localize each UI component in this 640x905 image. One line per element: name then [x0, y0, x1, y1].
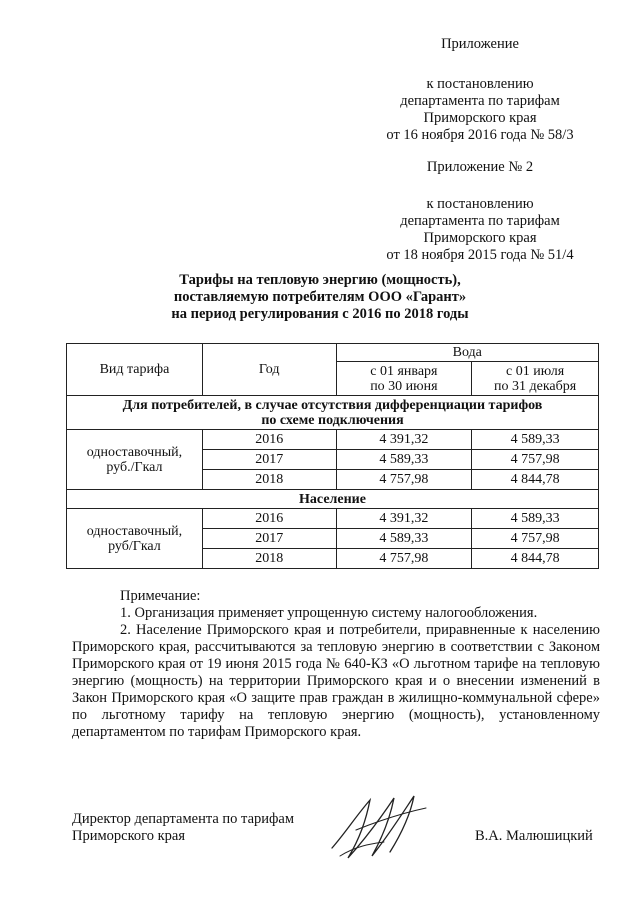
value-cell: 4 589,33 — [336, 529, 472, 549]
section-row-population — [67, 490, 599, 509]
position-line: Директор департамента по тарифам — [72, 811, 295, 827]
header-period-1 — [336, 362, 472, 396]
period-line: с 01 января — [370, 363, 438, 379]
tariff-line: одноставочный, — [86, 523, 183, 539]
header-tariff-type: Вид тарифа — [67, 344, 203, 396]
value-cell: 4 589,33 — [472, 509, 599, 529]
year-cell: 2017 — [202, 529, 336, 549]
appendix-line: Приложение № 2 — [426, 159, 534, 175]
year-cell: 2016 — [202, 430, 336, 450]
decree-reference-2 — [360, 196, 600, 264]
table-row — [67, 430, 599, 450]
signatory-position — [72, 811, 294, 845]
section-heading — [67, 396, 599, 430]
decree-line: Приморского края — [423, 230, 537, 246]
value-cell: 4 589,33 — [336, 450, 472, 470]
appendix-2-label — [380, 159, 580, 176]
appendix-line: Приложение — [441, 36, 519, 52]
title-line: поставляемую потребителям ООО «Гарант» — [173, 289, 467, 305]
decree-line: к постановлению — [426, 196, 534, 212]
tariff-table — [66, 343, 599, 569]
document-title — [100, 272, 540, 323]
value-cell: 4 844,78 — [472, 470, 599, 490]
section-heading: Население — [67, 490, 599, 509]
value-cell: 4 844,78 — [472, 549, 599, 569]
table-header-row — [67, 344, 599, 362]
table-row — [67, 509, 599, 529]
notes-section — [72, 588, 600, 741]
tariff-line: руб./Гкал — [106, 459, 163, 475]
tariff-line: одноставочный, — [86, 444, 183, 460]
value-cell: 4 757,98 — [472, 450, 599, 470]
appendix-label — [380, 36, 580, 53]
note-item-2: 2. Население Приморского края и потребители, приравненные к населению Приморского края, рассчитываются за тепловую энергию в соответствии с Законом Приморского края от 19 июня 2015 года № 640-КЗ «О льготном тарифе на тепловую энергию (мощность) на территории Приморского края и о внесении изменений в Закон Приморского края «О защите прав граждан в жилищно-коммунальной сфере» по льготному тарифу на тепловую энергию (мощность), установленному департаментом по тарифам Приморского края. — [72, 622, 600, 740]
decree-line: от 16 ноября 2016 года № 58/3 — [386, 127, 574, 143]
year-cell: 2018 — [202, 470, 336, 490]
value-cell: 4 391,32 — [336, 430, 472, 450]
header-water: Вода — [336, 344, 598, 362]
value-cell: 4 757,98 — [336, 470, 472, 490]
section-line: Для потребителей, в случае отсутствия дифференциации тарифов — [122, 397, 543, 413]
tariff-type-cell — [67, 430, 203, 490]
tariff-type-cell — [67, 509, 203, 569]
header-year: Год — [202, 344, 336, 396]
header-period-2 — [472, 362, 599, 396]
value-cell: 4 391,32 — [336, 509, 472, 529]
value-cell: 4 757,98 — [472, 529, 599, 549]
decree-line: Приморского края — [423, 110, 537, 126]
period-line: с 01 июля — [505, 363, 565, 379]
decree-line: департамента по тарифам — [400, 93, 560, 109]
handwritten-signature — [326, 786, 434, 866]
year-cell: 2017 — [202, 450, 336, 470]
note-item-1: 1. Организация применяет упрощенную систему налогообложения. — [120, 605, 538, 621]
title-line: на период регулирования с 2016 по 2018 годы — [171, 306, 469, 322]
position-line: Приморского края — [72, 828, 186, 844]
year-cell: 2018 — [202, 549, 336, 569]
decree-line: к постановлению — [426, 76, 534, 92]
period-line: по 30 июня — [370, 378, 438, 394]
year-cell: 2016 — [202, 509, 336, 529]
decree-line: департамента по тарифам — [400, 213, 560, 229]
value-cell: 4 589,33 — [472, 430, 599, 450]
decree-line: от 18 ноября 2015 года № 51/4 — [386, 247, 574, 263]
notes-heading: Примечание: — [120, 588, 201, 604]
signatory-name: В.А. Малюшицкий — [475, 828, 593, 844]
period-line: по 31 декабря — [494, 378, 577, 394]
tariff-line: руб/Гкал — [108, 538, 161, 554]
decree-reference-1 — [365, 76, 595, 144]
value-cell: 4 757,98 — [336, 549, 472, 569]
section-line: по схеме подключения — [261, 412, 404, 428]
title-line: Тарифы на тепловую энергию (мощность), — [179, 272, 461, 288]
section-row-consumers — [67, 396, 599, 430]
